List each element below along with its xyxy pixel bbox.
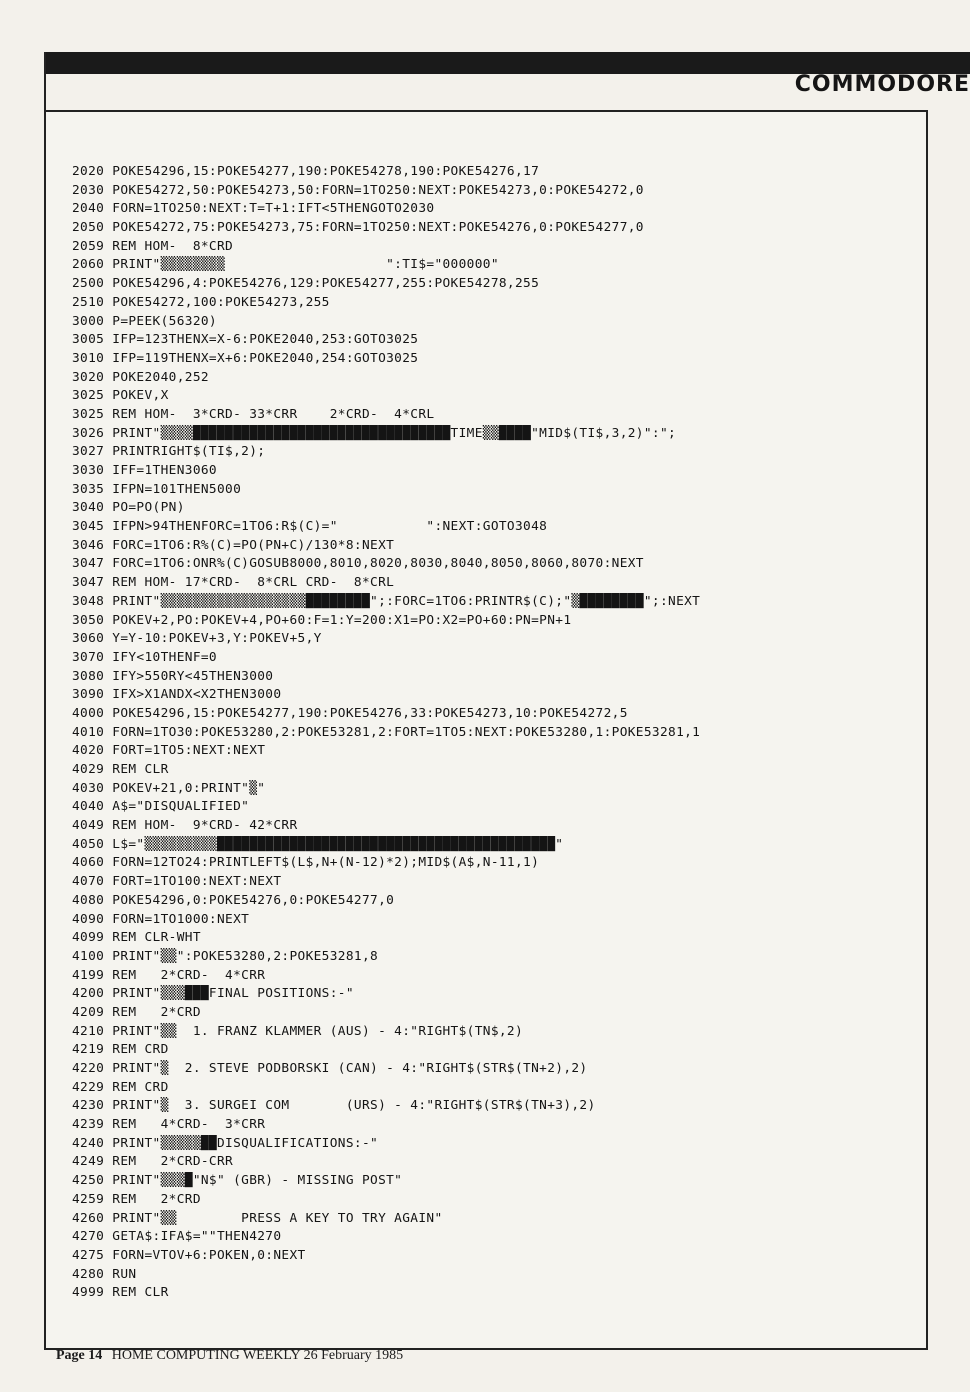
program-listing <box>72 163 912 1303</box>
code-line: 3000 P=PEEK(56320) <box>72 313 217 329</box>
code-line: 4099 REM CLR-WHT <box>72 930 201 946</box>
code-line: 4030 POKEV+21,0:PRINT"▒" <box>72 780 266 796</box>
code-line: 2060 PRINT"▒▒▒▒▒▒▒▒ ":TI$="000000" <box>72 257 499 273</box>
code-line: 3025 REM HOM- 3*CRD- 33*CRR 2*CRD- 4*CRL <box>72 406 435 422</box>
page-number: Page 14 <box>56 1348 103 1363</box>
code-line: 3030 IFF=1THEN3060 <box>72 463 217 478</box>
code-line: 3027 PRINTRIGHT$(TI$,2); <box>72 444 266 460</box>
code-line: 4100 PRINT"▒▒":POKE53280,2:POKE53281,8 <box>72 948 379 964</box>
code-line: 3070 IFY<10THENF=0 <box>72 649 217 665</box>
code-line: 3090 IFX>X1ANDX<X2THEN3000 <box>72 687 282 703</box>
code-line: 4049 REM HOM- 9*CRD- 42*CRR <box>72 818 298 834</box>
code-line: 3080 IFY>550RY<45THEN3000 <box>72 668 274 684</box>
publication-line: HOME COMPUTING WEEKLY 26 February 1985 <box>111 1348 404 1363</box>
code-line: 3050 POKEV+2,PO:POKEV+4,PO+60:F=1:Y=200:X1=PO:X2=PO+60:PN=PN+1 <box>72 612 572 628</box>
code-line: 4239 REM 4*CRD- 3*CRR <box>72 1117 266 1133</box>
code-line: 3005 IFP=123THENX=X-6:POKE2040,253:GOTO3025 <box>72 332 419 348</box>
code-line: 4090 FORN=1TO1000:NEXT <box>72 911 250 927</box>
code-line: 3025 POKEV,X <box>72 388 169 404</box>
code-line: 3045 IFPN>94THENFORC=1TO6:R$(C)=" ":NEXT:GOTO3048 <box>72 519 548 535</box>
section-title: COMMODORE <box>794 72 970 97</box>
code-line: 4029 REM CLR <box>72 762 169 777</box>
code-line: 4070 FORT=1TO100:NEXT:NEXT <box>72 874 282 890</box>
code-line: 4280 RUN <box>72 1266 137 1282</box>
code-line: 2020 POKE54296,15:POKE54277,190:POKE54278,190:POKE54276,17 <box>72 164 540 179</box>
code-line: 3020 POKE2040,252 <box>72 369 209 385</box>
code-line: 4999 REM CLR <box>72 1285 169 1301</box>
code-line: 4270 GETA$:IFA$=""THEN4270 <box>72 1229 282 1245</box>
header-bar <box>44 52 970 74</box>
code-line: 4209 REM 2*CRD <box>72 1004 201 1020</box>
code-line: 2059 REM HOM- 8*CRD <box>72 238 234 254</box>
code-line: 4249 REM 2*CRD-CRR <box>72 1154 234 1170</box>
code-line: 2500 POKE54296,4:POKE54276,129:POKE54277,255:POKE54278,255 <box>72 276 540 292</box>
code-line: 4060 FORN=12TO24:PRINTLEFT$(L$,N+(N-12)*2);MID$(A$,N-11,1) <box>72 855 540 871</box>
code-line: 4220 PRINT"▒ 2. STEVE PODBORSKI (CAN) - 4:"RIGHT$(STR$(TN+2),2) <box>72 1061 588 1076</box>
code-line: 3046 FORC=1TO6:R%(C)=PO(PN+C)/130*8:NEXT <box>72 537 395 553</box>
code-line: 3040 PO=PO(PN) <box>72 500 185 516</box>
code-line: 4199 REM 2*CRD- 4*CRR <box>72 967 266 983</box>
code-line: 4040 A$="DISQUALIFIED" <box>72 799 250 815</box>
page-footer <box>56 1348 403 1364</box>
code-line: 4020 FORT=1TO5:NEXT:NEXT <box>72 743 266 759</box>
code-line: 3026 PRINT"▒▒▒▒████████████████████████████████TIME▒▒████"MID$(TI$,3,2)":"; <box>72 425 677 441</box>
code-line: 4259 REM 2*CRD <box>72 1191 201 1207</box>
code-line: 3035 IFPN=101THEN5000 <box>72 481 242 497</box>
code-line: 4230 PRINT"▒ 3. SURGEI COM (URS) - 4:"RIGHT$(STR$(TN+3),2) <box>72 1098 596 1114</box>
code-line: 3010 IFP=119THENX=X+6:POKE2040,254:GOTO3025 <box>72 350 419 366</box>
code-line: 4240 PRINT"▒▒▒▒▒██DISQUALIFICATIONS:-" <box>72 1135 379 1151</box>
code-line: 4000 POKE54296,15:POKE54277,190:POKE54276,33:POKE54273,10:POKE54272,5 <box>72 705 628 721</box>
code-line: 4219 REM CRD <box>72 1042 169 1058</box>
code-line: 4050 L$="▒▒▒▒▒▒▒▒▒██████████████████████████████████████████" <box>72 836 564 852</box>
code-line: 3048 PRINT"▒▒▒▒▒▒▒▒▒▒▒▒▒▒▒▒▒▒████████";:FORC=1TO6:PRINTR$(C);"▒████████";:NEXT <box>72 593 701 609</box>
code-line: 4275 FORN=VTOV+6:POKEN,0:NEXT <box>72 1247 306 1263</box>
code-line: 4010 FORN=1TO30:POKE53280,2:POKE53281,2:FORT=1TO5:NEXT:POKE53280,1:POKE53281,1 <box>72 724 701 740</box>
code-line: 4250 PRINT"▒▒▒█"N$" (GBR) - MISSING POST" <box>72 1173 403 1189</box>
code-line: 2510 POKE54272,100:POKE54273,255 <box>72 294 330 310</box>
code-line: 3047 FORC=1TO6:ONR%(C)GOSUB8000,8010,8020,8030,8040,8050,8060,8070:NEXT <box>72 556 644 572</box>
code-line: 4229 REM CRD <box>72 1079 169 1095</box>
code-line: 4200 PRINT"▒▒▒███FINAL POSITIONS:-" <box>72 986 354 1002</box>
code-line: 4260 PRINT"▒▒ PRESS A KEY TO TRY AGAIN" <box>72 1210 443 1226</box>
code-line: 4210 PRINT"▒▒ 1. FRANZ KLAMMER (AUS) - 4:"RIGHT$(TN$,2) <box>72 1023 524 1039</box>
code-line: 2030 POKE54272,50:POKE54273,50:FORN=1TO250:NEXT:POKE54273,0:POKE54272,0 <box>72 182 644 198</box>
code-line: 2050 POKE54272,75:POKE54273,75:FORN=1TO250:NEXT:POKE54276,0:POKE54277,0 <box>72 220 644 236</box>
code-line: 4080 POKE54296,0:POKE54276,0:POKE54277,0 <box>72 892 395 908</box>
code-line: 3047 REM HOM- 17*CRD- 8*CRL CRD- 8*CRL <box>72 575 395 591</box>
code-line: 2040 FORN=1TO250:NEXT:T=T+1:IFT<5THENGOTO2030 <box>72 201 435 217</box>
code-line: 3060 Y=Y-10:POKEV+3,Y:POKEV+5,Y <box>72 631 322 647</box>
